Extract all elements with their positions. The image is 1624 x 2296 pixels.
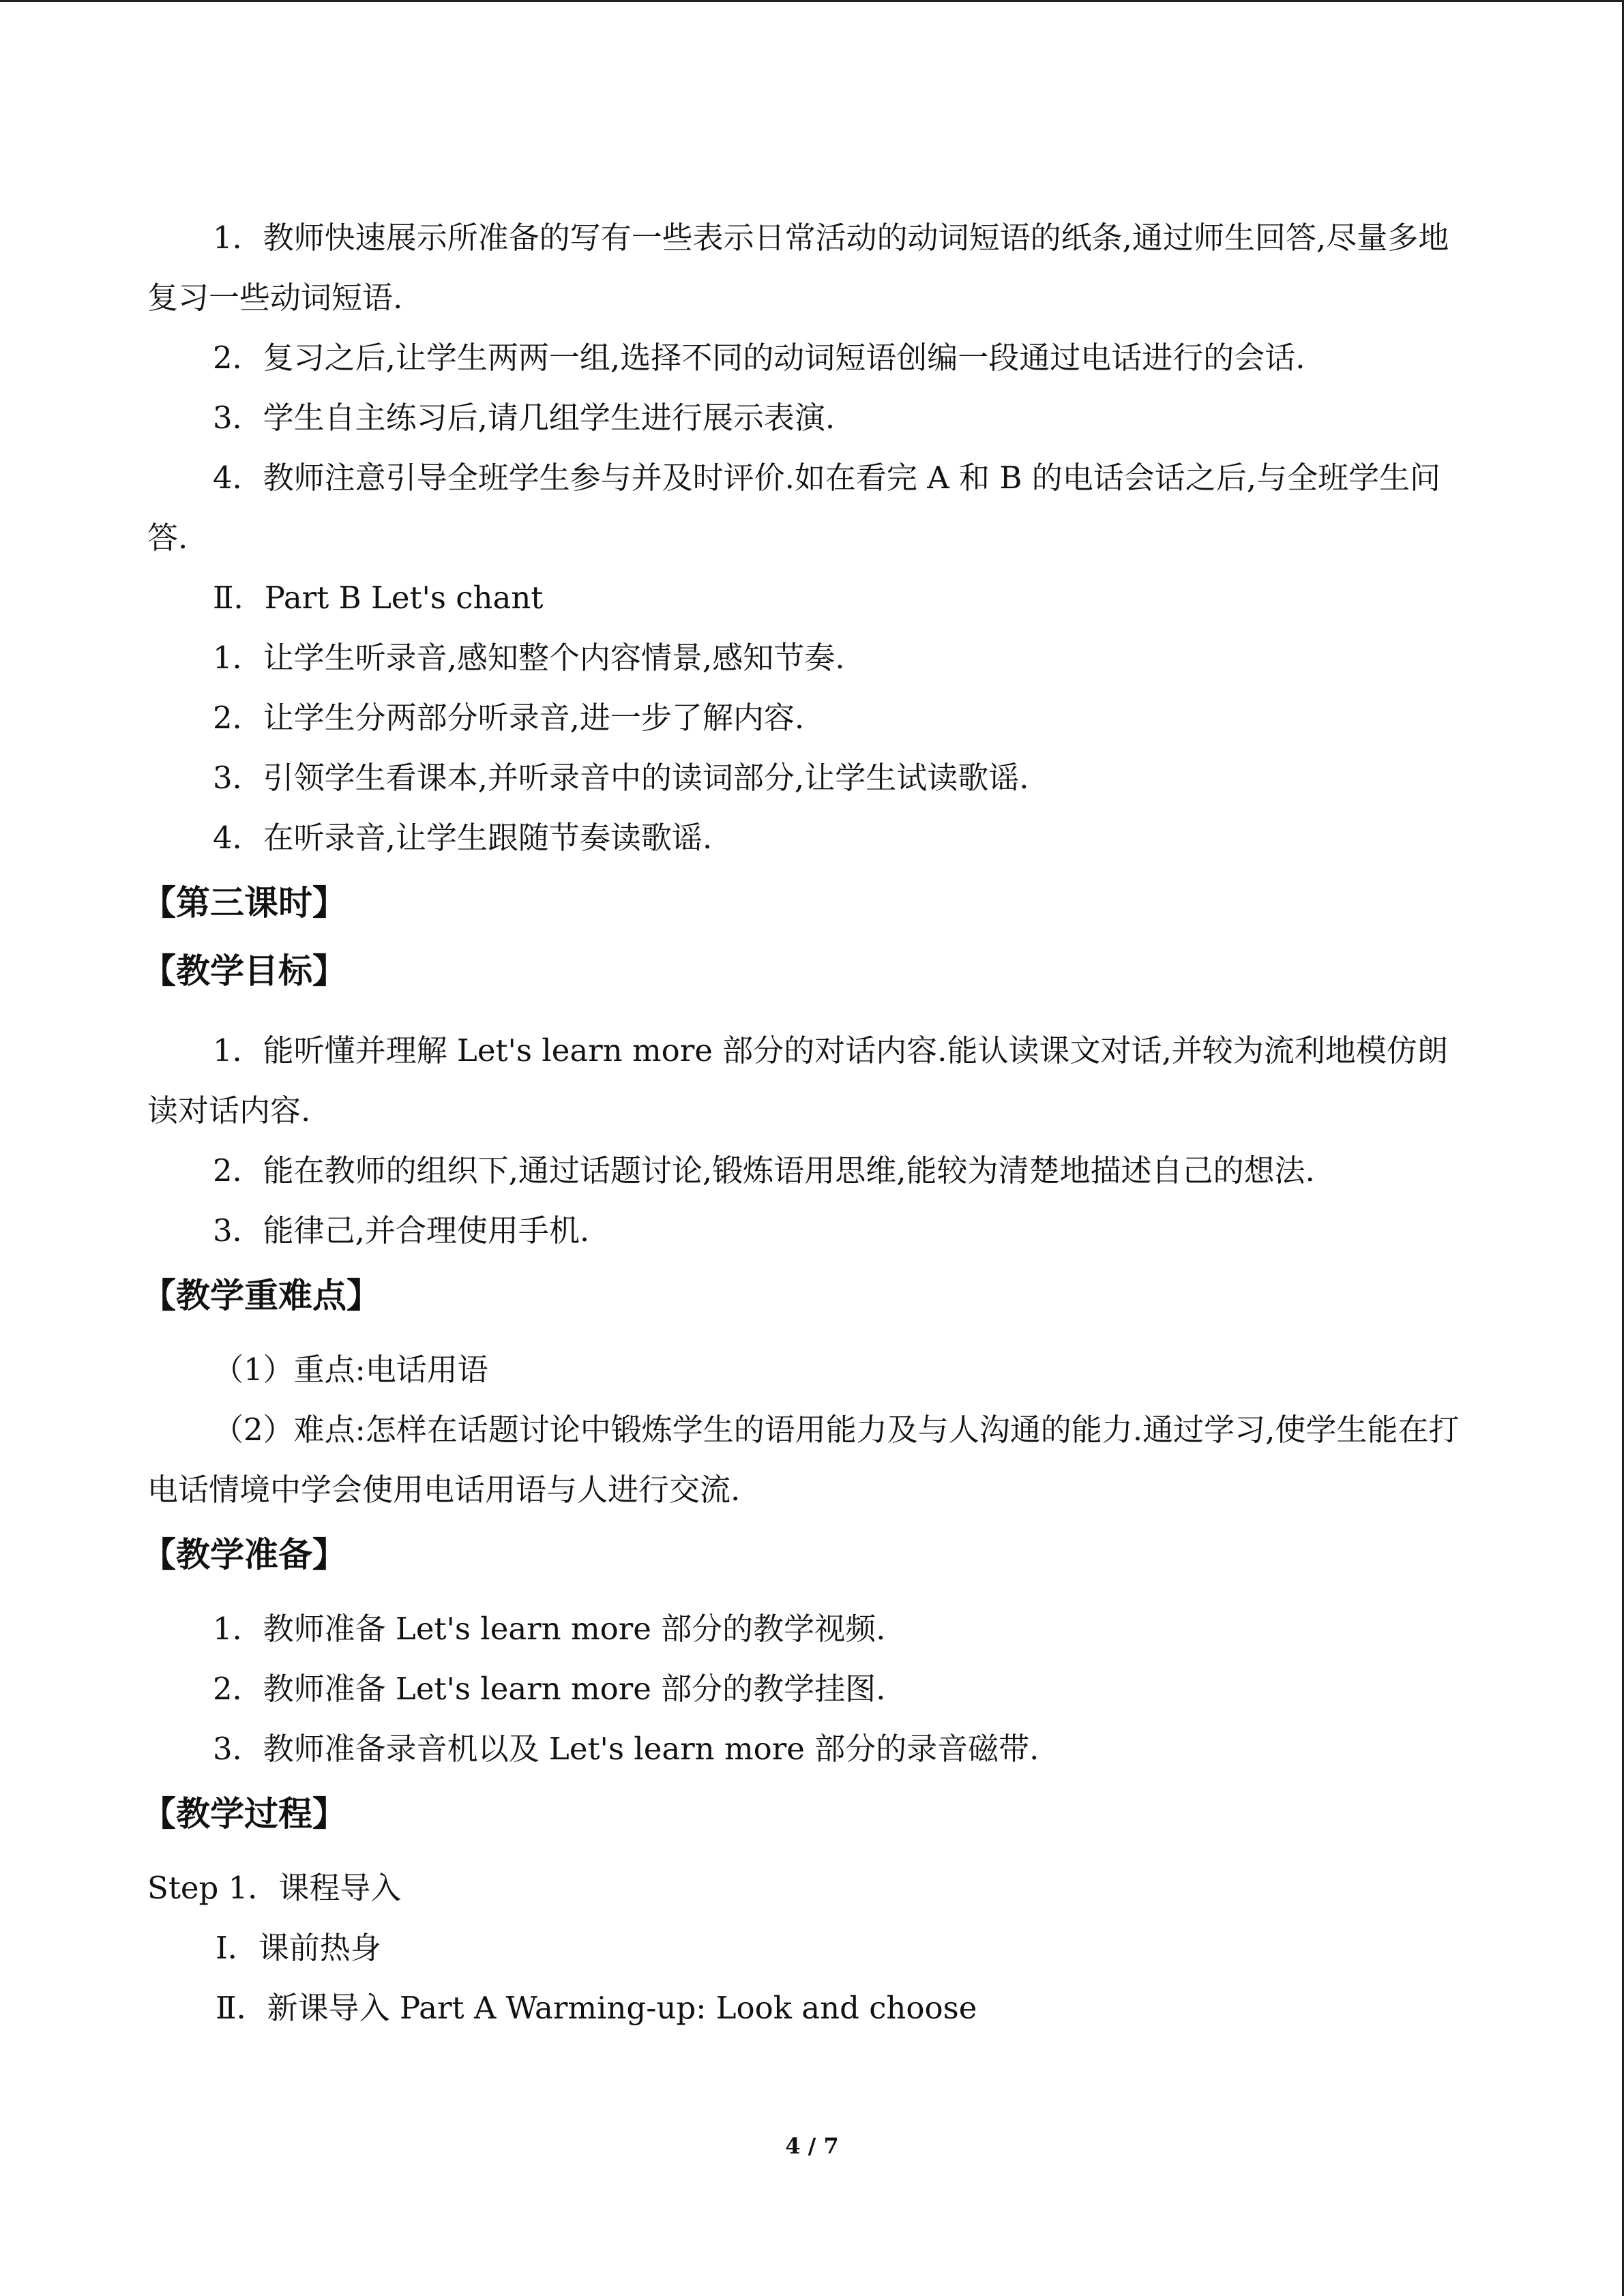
part-b-item-2: 2．让学生分两部分听录音,进一步了解内容. bbox=[213, 700, 805, 736]
keypoint-item-1: （1）重点:电话用语 bbox=[213, 1352, 488, 1388]
keypoint-item-2: （2）难点:怎样在话题讨论中锻炼学生的语用能力及与人沟通的能力.通过学习,使学生能在打电话情境中学会使用电话用语与人进行交流. bbox=[147, 1412, 1460, 1508]
process-new-lesson-intro: Ⅱ．新课导入 Part A Warming-up: Look and choose bbox=[216, 1990, 977, 2026]
part-b-item-1: 1．让学生听录音,感知整个内容情景,感知节奏. bbox=[213, 640, 845, 676]
paragraph-review-1: 1．教师快速展示所准备的写有一些表示日常活动的动词短语的纸条,通过师生回答,尽量多地复习一些动词短语. bbox=[147, 220, 1449, 316]
process-step-1: Step 1．课程导入 bbox=[147, 1870, 402, 1906]
section-part-b-title: Ⅱ．Part B Let's chant bbox=[213, 580, 544, 616]
heading-teaching-goals: 【教学目标】 bbox=[142, 951, 346, 991]
paragraph-review-2: 2．复习之后,让学生两两一组,选择不同的动词短语创编一段通过电话进行的会话. bbox=[213, 340, 1305, 376]
page-number: 4 / 7 bbox=[785, 2133, 839, 2159]
prep-item-1: 1．教师准备 Let's learn more 部分的教学视频. bbox=[213, 1611, 886, 1647]
process-warmup: Ⅰ．课前热身 bbox=[216, 1930, 381, 1966]
heading-teaching-prep: 【教学准备】 bbox=[142, 1535, 346, 1575]
document-body bbox=[142, 208, 1477, 2038]
part-b-item-4: 4．在听录音,让学生跟随节奏读歌谣. bbox=[213, 820, 713, 856]
goal-item-2: 2．能在教师的组织下,通过话题讨论,锻炼语用思维,能较为清楚地描述自己的想法. bbox=[213, 1152, 1315, 1189]
part-b-item-3: 3．引领学生看课本,并听录音中的读词部分,让学生试读歌谣. bbox=[213, 760, 1029, 796]
paragraph-review-4: 4．教师注意引导全班学生参与并及时评价.如在看完 A 和 B 的电话会话之后,与全班学生问答. bbox=[147, 460, 1441, 556]
heading-lesson-3: 【第三课时】 bbox=[142, 883, 346, 923]
heading-teaching-process: 【教学过程】 bbox=[142, 1794, 346, 1834]
page-top-border bbox=[0, 0, 1624, 2]
prep-item-2: 2．教师准备 Let's learn more 部分的教学挂图. bbox=[213, 1671, 886, 1707]
prep-item-3: 3．教师准备录音机以及 Let's learn more 部分的录音磁带. bbox=[213, 1731, 1039, 1767]
goal-item-3: 3．能律己,并合理使用手机. bbox=[213, 1212, 590, 1249]
paragraph-review-3: 3．学生自主练习后,请几组学生进行展示表演. bbox=[213, 400, 836, 436]
heading-key-points: 【教学重难点】 bbox=[142, 1276, 381, 1315]
goal-item-1: 1．能听懂并理解 Let's learn more 部分的对话内容.能认读课文对话,并较为流利地模仿朗读对话内容. bbox=[147, 1032, 1448, 1129]
